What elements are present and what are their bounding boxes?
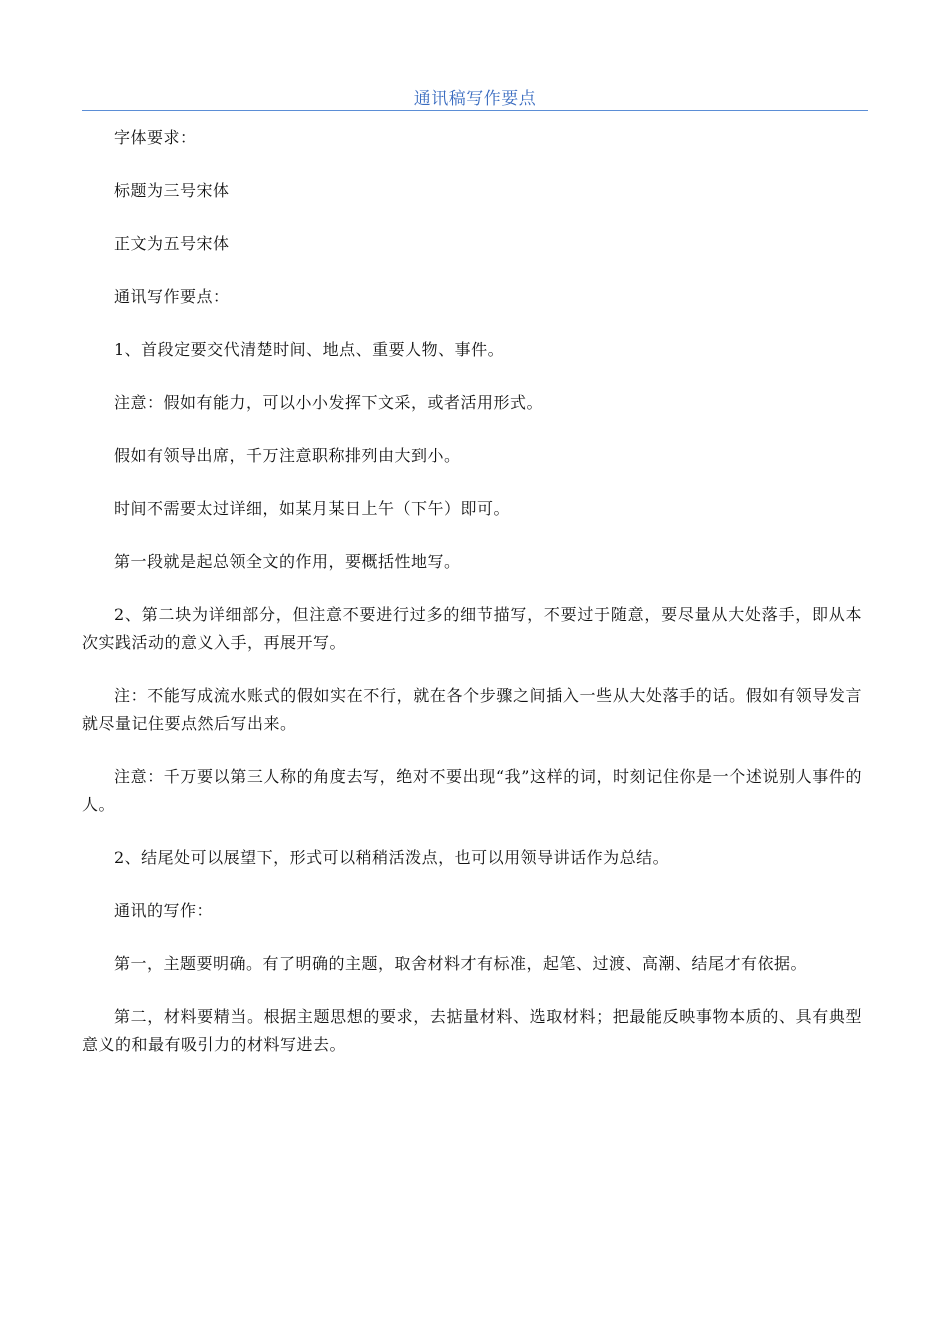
document-body	[82, 124, 862, 1084]
paragraph: 字体要求：	[114, 128, 197, 147]
paragraph: 注意：假如有能力，可以小小发挥下文采，或者活用形式。	[114, 393, 544, 412]
paragraph: 通讯的写作：	[114, 901, 214, 920]
paragraph: 第一段就是起总领全文的作用，要概括性地写。	[114, 552, 461, 571]
paragraph: 正文为五号宋体	[114, 234, 230, 253]
paragraph: 2、第二块为详细部分，但注意不要进行过多的细节描写，不要过于随意，要尽量从大处落手，即从本次实践活动的意义入手，再展开写。	[82, 605, 862, 652]
paragraph: 1、首段定要交代清楚时间、地点、重要人物、事件。	[114, 340, 505, 359]
document-header	[82, 80, 868, 111]
document-title: 通讯稿写作要点	[413, 89, 537, 109]
paragraph: 注：不能写成流水账式的假如实在不行，就在各个步骤之间插入一些从大处落手的话。假如有领导发言就尽量记住要点然后写出来。	[82, 686, 862, 733]
paragraph: 注意：千万要以第三人称的角度去写，绝对不要出现“我”这样的词，时刻记住你是一个述说别人事件的人。	[82, 767, 862, 814]
paragraph: 第二，材料要精当。根据主题思想的要求，去掂量材料、选取材料；把最能反映事物本质的、具有典型意义的和最有吸引力的材料写进去。	[82, 1007, 862, 1054]
paragraph: 第一，主题要明确。有了明确的主题，取舍材料才有标准，起笔、过渡、高潮、结尾才有依据。	[114, 954, 808, 973]
paragraph: 假如有领导出席，千万注意职称排列由大到小。	[114, 446, 461, 465]
paragraph: 时间不需要太过详细，如某月某日上午（下午）即可。	[114, 499, 511, 518]
paragraph: 2、结尾处可以展望下，形式可以稍稍活泼点，也可以用领导讲话作为总结。	[114, 848, 670, 867]
paragraph: 通讯写作要点：	[114, 287, 230, 306]
paragraph: 标题为三号宋体	[114, 181, 230, 200]
